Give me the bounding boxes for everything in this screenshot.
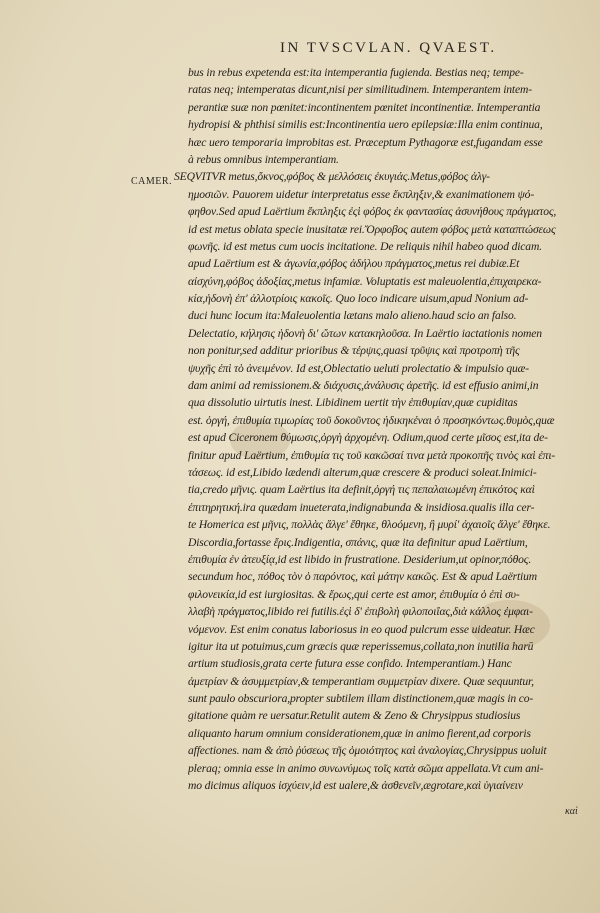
text-line: hæc uero temporaria improbitas est. Præceptum Pythagoræ est,fugandam esse: [188, 135, 543, 149]
text-line: finitur apud Laërtium, ἐπιθυμία τις τοῦ κακῶσαί τινα μετὰ προκοπῆς τινὸς καὶ ἐπι-: [188, 448, 556, 462]
text-line: hydropisi & phthisi similis est:Incontinentia uero epilepsiæ:Illa enim continua,: [188, 118, 543, 132]
text-line: non ponitur,sed additur prioribus & τέρψις,quasi τρῦψις καὶ προτροπὴ τῆς: [188, 344, 520, 358]
body-text: [174, 64, 586, 794]
text-line: duci hunc locum ita:Maleuolentia lætans malo alieno.haud scio an falso.: [188, 309, 517, 323]
text-line: ψυχῆς ἐπὶ τὸ ἀνειμένον. Id est,Oblectatio ueluti prolectatio & impulsio quæ-: [188, 361, 529, 375]
text-line: à rebus omnibus intemperantiam.: [188, 152, 339, 166]
text-line: perantiæ suæ non pœnitet:incontinentem pœnitet incontinentiæ. Intemperantia: [188, 100, 541, 114]
text-line: secundum hoc, πόθος τὸν ὁ παρόντος, καὶ μάτην κακῶς. Est & apud Laërtium: [188, 570, 537, 584]
text-line: artium studiosis,grata certe futura esse confido. Intemperantiam.) Hanc: [188, 657, 512, 671]
text-line: ἐπιτηρητική.ira quædam inueterata,indignabunda & insidiosa.qualis illa cer-: [188, 500, 535, 514]
text-line: apud Laërtium est & ἀγωνία,φόβος ἀδήλου πράγματος,metus rei dubiæ.Et: [188, 257, 520, 271]
catchword: καὶ: [565, 806, 578, 817]
text-line: ἀμετρίαν & ἀσυμμετρίαν,& temperantiam συμμετρίαν dixere. Quæ sequuntur,: [188, 674, 534, 688]
margin-note: CAMER.: [131, 176, 173, 187]
text-line: affectiones. nam & ἀπὸ ῥύσεως τῆς ὁμοιότητος καὶ ἀναλογίας,Chrysippus uoluit: [188, 744, 547, 758]
text-line: tia,credo μῆνις. quam Laërtius ita definit,ὀργή τις πεπαλαιωμένη ἐπικότος καὶ: [188, 483, 535, 497]
text-line: est. ὀργή, ἐπιθυμία τιμωρίας τοῦ δοκοῦντος ἠδικηκέναι ὁ προσηκόντως.θυμὸς,quæ: [188, 413, 555, 427]
text-line: pleraq; omnia esse in animo συνωνύμως τοῖς κατὰ σῶμα appellata.Vt cum ani-: [188, 761, 544, 775]
text-line: igitur ita ut potuimus,cum græcis quæ reperissemus,collata,non inutilia harū: [188, 639, 534, 653]
text-line: λλαβὴ πράγματος,libido rei futilis.ἐςὶ δ' ἐπιβολὴ φιλοποιΐας,διὰ κάλλος ἐμφαι-: [188, 605, 533, 619]
text-line: αἰσχύνη,φόβος ἀδοξίας,metus infamiæ. Voluptatis est maleuolentia,ἐπιχαιρεκα-: [188, 274, 542, 288]
text-line: SEQVITVR metus,ὄκνος,φόβος & μελλόσεις ἐκυγιάς.Metus,φόβος ἀλγ-: [174, 170, 490, 184]
text-line: ratas neq; intemperatas dicunt,nisi per similitudinem. Intemperantem intem-: [188, 83, 532, 97]
running-head: IN TVSCVLAN. QVAEST.: [280, 40, 497, 56]
text-line: φωνῆς. id est metus cum uocis incitatione. De reliquis nihil habeo quod dicam.: [188, 239, 542, 253]
text-line: Delectatio, κήλησις ἡδονὴ δι' ὤτων κατακηλοῦσα. In Laërtio iactationis nomen: [188, 326, 542, 340]
text-line: qua dissolutio uirtutis inest. Libidinem uertit τὴν ἐπιθυμίαν,quæ cupiditas: [188, 396, 518, 410]
text-line: ἐπιθυμία ἐν ἀτευξίᾳ,id est libido in frustratione. Desiderium,ut opinor,πόθος.: [188, 552, 532, 566]
text-line: dam animi ad remissionem.& διάχυσις,ἀνάλυσις ἀρετῆς. id est effusio animi,in: [188, 379, 539, 393]
text-line: id est metus oblata specie inusitatæ rei.Ὄρφοβος autem φόβος μετὰ καταπτώσεως: [188, 222, 556, 236]
text-line: bus in rebus expetenda est:ita intemperantia fugienda. Bestias neq; tempe-: [188, 66, 524, 79]
text-line: est apud Ciceronem θύμωσις,ὀργὴ ἀρχομένη. Odium,quod certe μῖσος est,ita de-: [188, 431, 548, 445]
text-line: τάσεως. id est,Libido lædendi alterum,quæ crescere & produci soleat.Inimici-: [188, 465, 537, 479]
text-line: νόμενον. Est enim conatus laboriosus in eo quod pulcrum esse uideatur. Hæc: [188, 622, 535, 636]
text-line: ημοσιῶν. Pauorem uidetur interpretatus esse ἔκπληξιν,& exanimationem ψό-: [188, 187, 535, 201]
text-line: φηθον.Sed apud Laërtium ἔκπληξις ἐςὶ φόβος ἐκ φαντασίας ἀσυνήθους πράγματος,: [188, 205, 557, 219]
text-line: Discordia,fortasse ἔρις.Indigentia, σπάνις, quæ ita definitur apud Laërtium,: [188, 535, 528, 549]
text-line: gitatione quàm re uersatur.Retulit autem & Zeno & Chrysippus studiosius: [188, 709, 521, 723]
text-line: te Homerica est μῆνις, πολλὰς ἄλγε' ἔθηκε, θλοόμενη, ἣ μυρί' ἀχαιοῖς ἄλγε' ἔθηκε.: [188, 518, 551, 532]
text-line: φιλονεικία,id est iurgiositas. & ἔρως,qui certe est amor, ἐπιθυμία ὁ ἐπὶ συ-: [188, 587, 520, 601]
text-line: aliquanto harum omnium considerationem,quæ in animo fierent,ad corporis: [188, 726, 531, 740]
text-line: sunt paulo obscuriora,propter subtilem illam distinctionem,quæ magis in co-: [188, 692, 534, 706]
text-line: κία,ἡδονὴ ἐπ' ἀλλοτρίοις κακοῖς. Quo loco indicare uisum,apud Nonium ad-: [188, 292, 529, 306]
text-line: mo dicimus aliquos ἰσχύειν,id est ualere,& ἀσθενεῖν,ægrotare,καὶ ὑγιαίνειν: [188, 779, 523, 793]
